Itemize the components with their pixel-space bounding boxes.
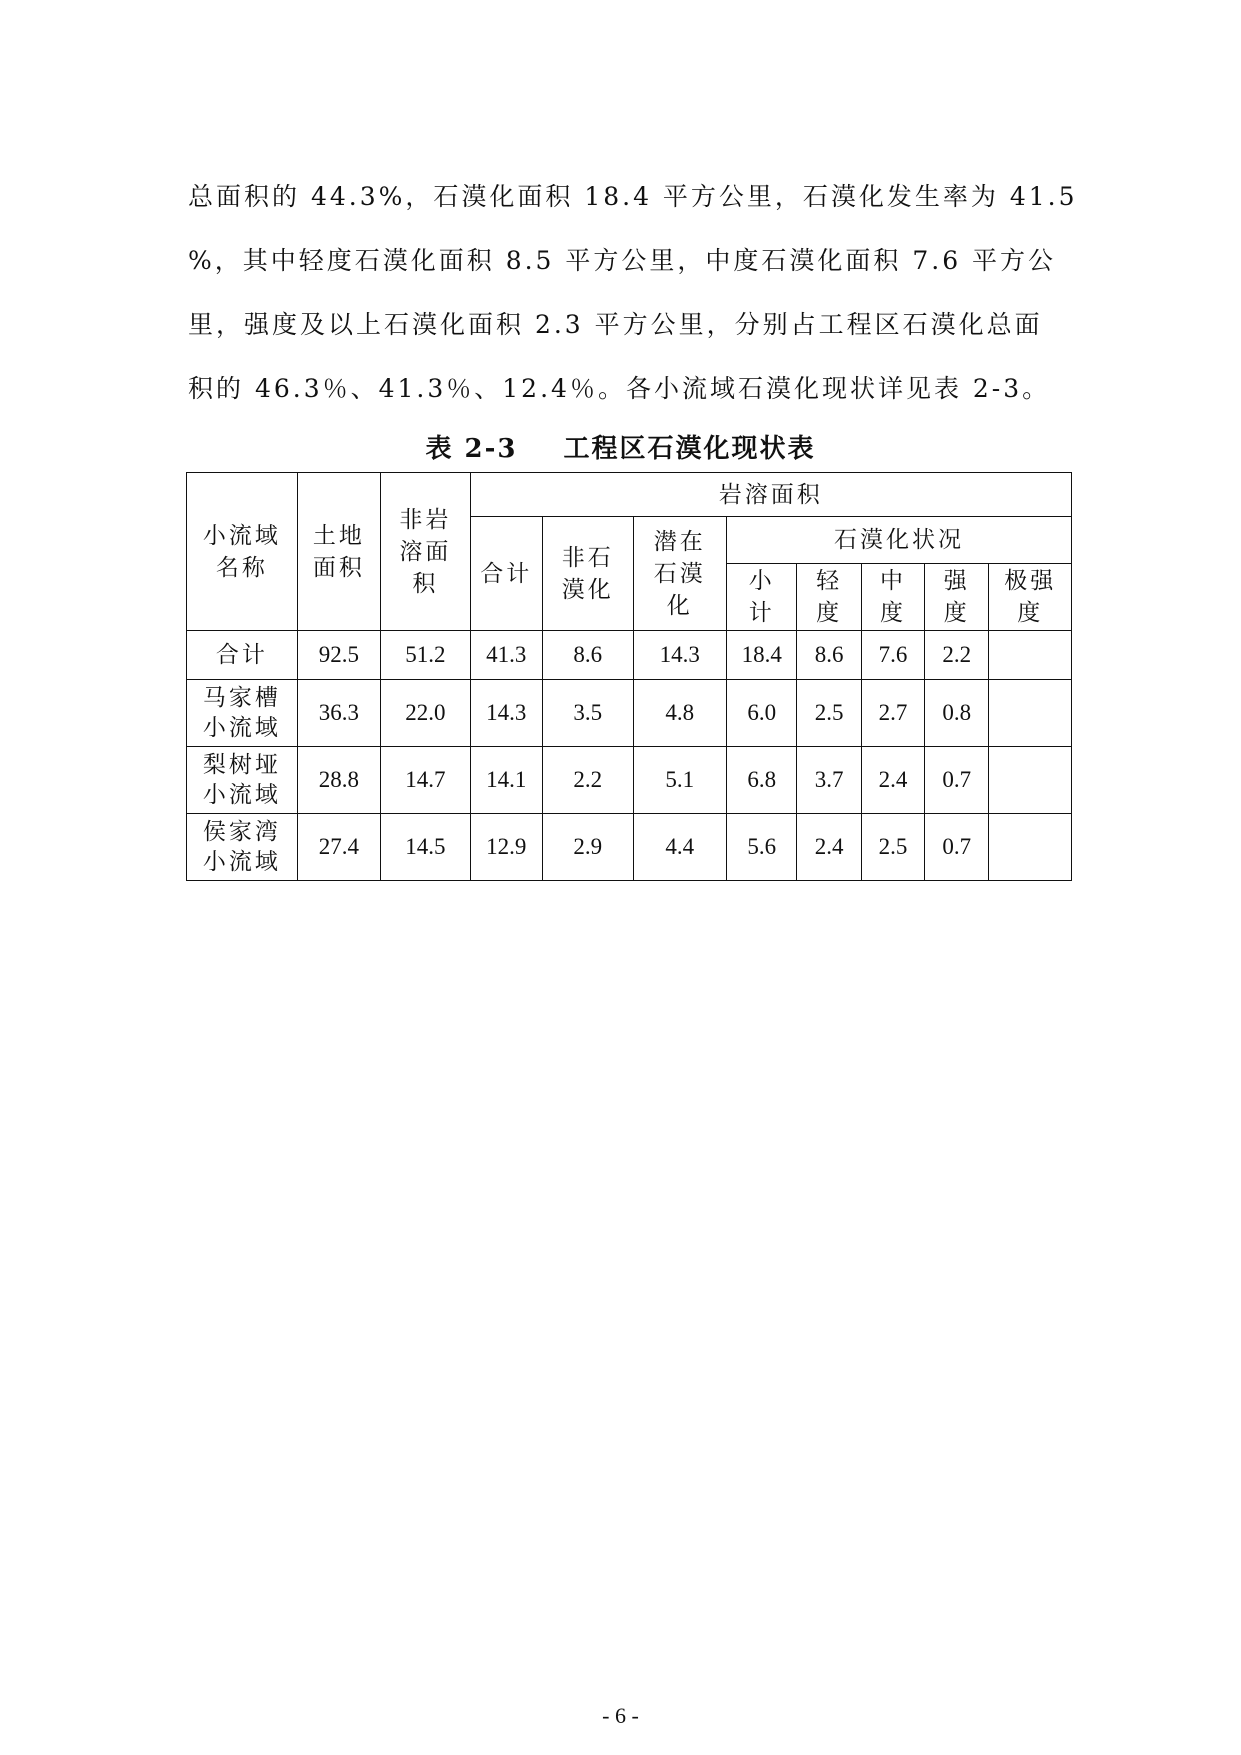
cell-moderate: 2.7 [861,680,924,747]
cell-non-desert: 8.6 [543,631,634,680]
table-row [187,747,1072,814]
cell-severe: 0.8 [925,680,989,747]
paragraph-line: 里，强度及以上石漠化面积 2.3 平方公里，分别占工程区石漠化总面 [188,310,1043,339]
cell-total: 41.3 [470,631,542,680]
cell-light: 8.6 [797,631,861,680]
table-row [187,631,1072,680]
table-row [187,814,1072,881]
cell-severe: 0.7 [925,814,989,881]
cell-non-karst: 14.7 [381,747,471,814]
paragraph-line: %，其中轻度石漠化面积 8.5 平方公里，中度石漠化面积 7.6 平方公 [188,246,1057,275]
header-land-area: 土地 面积 [297,473,380,631]
cell-light: 3.7 [797,747,861,814]
cell-potential: 5.1 [633,747,727,814]
cell-land-area: 28.8 [297,747,380,814]
cell-extreme [989,680,1072,747]
cell-total: 14.3 [470,680,542,747]
header-severe: 强 度 [925,564,989,631]
cell-subtotal: 18.4 [727,631,797,680]
cell-light: 2.4 [797,814,861,881]
header-desert-status: 石漠化状况 [727,517,1072,564]
row-name: 侯家湾 小流域 [187,814,298,881]
cell-total: 14.1 [470,747,542,814]
cell-moderate: 2.5 [861,814,924,881]
table-caption-number: 表 2-3 [425,434,518,464]
cell-land-area: 36.3 [297,680,380,747]
paragraph-line: 积的 46.3％、41.3％、12.4％。各小流域石漠化现状详见表 2-3。 [188,374,1051,403]
cell-severe: 2.2 [925,631,989,680]
cell-subtotal: 5.6 [727,814,797,881]
cell-potential: 14.3 [633,631,727,680]
row-name: 马家槽 小流域 [187,680,298,747]
cell-non-karst: 14.5 [381,814,471,881]
header-potential: 潜在 石漠 化 [633,517,727,631]
cell-land-area: 27.4 [297,814,380,881]
cell-moderate: 7.6 [861,631,924,680]
cell-total: 12.9 [470,814,542,881]
cell-extreme [989,631,1072,680]
page-number: - 6 - [602,1703,639,1728]
cell-non-desert: 3.5 [543,680,634,747]
body-paragraph [188,165,1078,421]
row-name: 梨树垭 小流域 [187,747,298,814]
cell-extreme [989,814,1072,881]
header-karst-area: 岩溶面积 [470,473,1071,517]
header-non-karst: 非岩 溶面 积 [381,473,471,631]
cell-extreme [989,747,1072,814]
table-caption-title: 工程区石漠化现状表 [563,434,816,464]
header-moderate: 中 度 [861,564,924,631]
table-row [187,680,1072,747]
cell-subtotal: 6.8 [727,747,797,814]
header-non-desert: 非石 漠化 [543,517,634,631]
cell-light: 2.5 [797,680,861,747]
header-name: 小流域 名称 [187,473,298,631]
row-name: 合计 [187,631,298,680]
header-light: 轻 度 [797,564,861,631]
table-caption [0,428,1241,465]
desertification-table [186,472,1072,881]
cell-moderate: 2.4 [861,747,924,814]
cell-land-area: 92.5 [297,631,380,680]
cell-non-karst: 51.2 [381,631,471,680]
cell-non-karst: 22.0 [381,680,471,747]
cell-non-desert: 2.2 [543,747,634,814]
cell-potential: 4.4 [633,814,727,881]
header-extreme: 极强 度 [989,564,1072,631]
cell-non-desert: 2.9 [543,814,634,881]
header-subtotal: 小 计 [727,564,797,631]
cell-subtotal: 6.0 [727,680,797,747]
cell-potential: 4.8 [633,680,727,747]
paragraph-line: 总面积的 44.3%，石漠化面积 18.4 平方公里，石漠化发生率为 41.5 [188,182,1078,211]
header-total: 合计 [470,517,542,631]
cell-severe: 0.7 [925,747,989,814]
